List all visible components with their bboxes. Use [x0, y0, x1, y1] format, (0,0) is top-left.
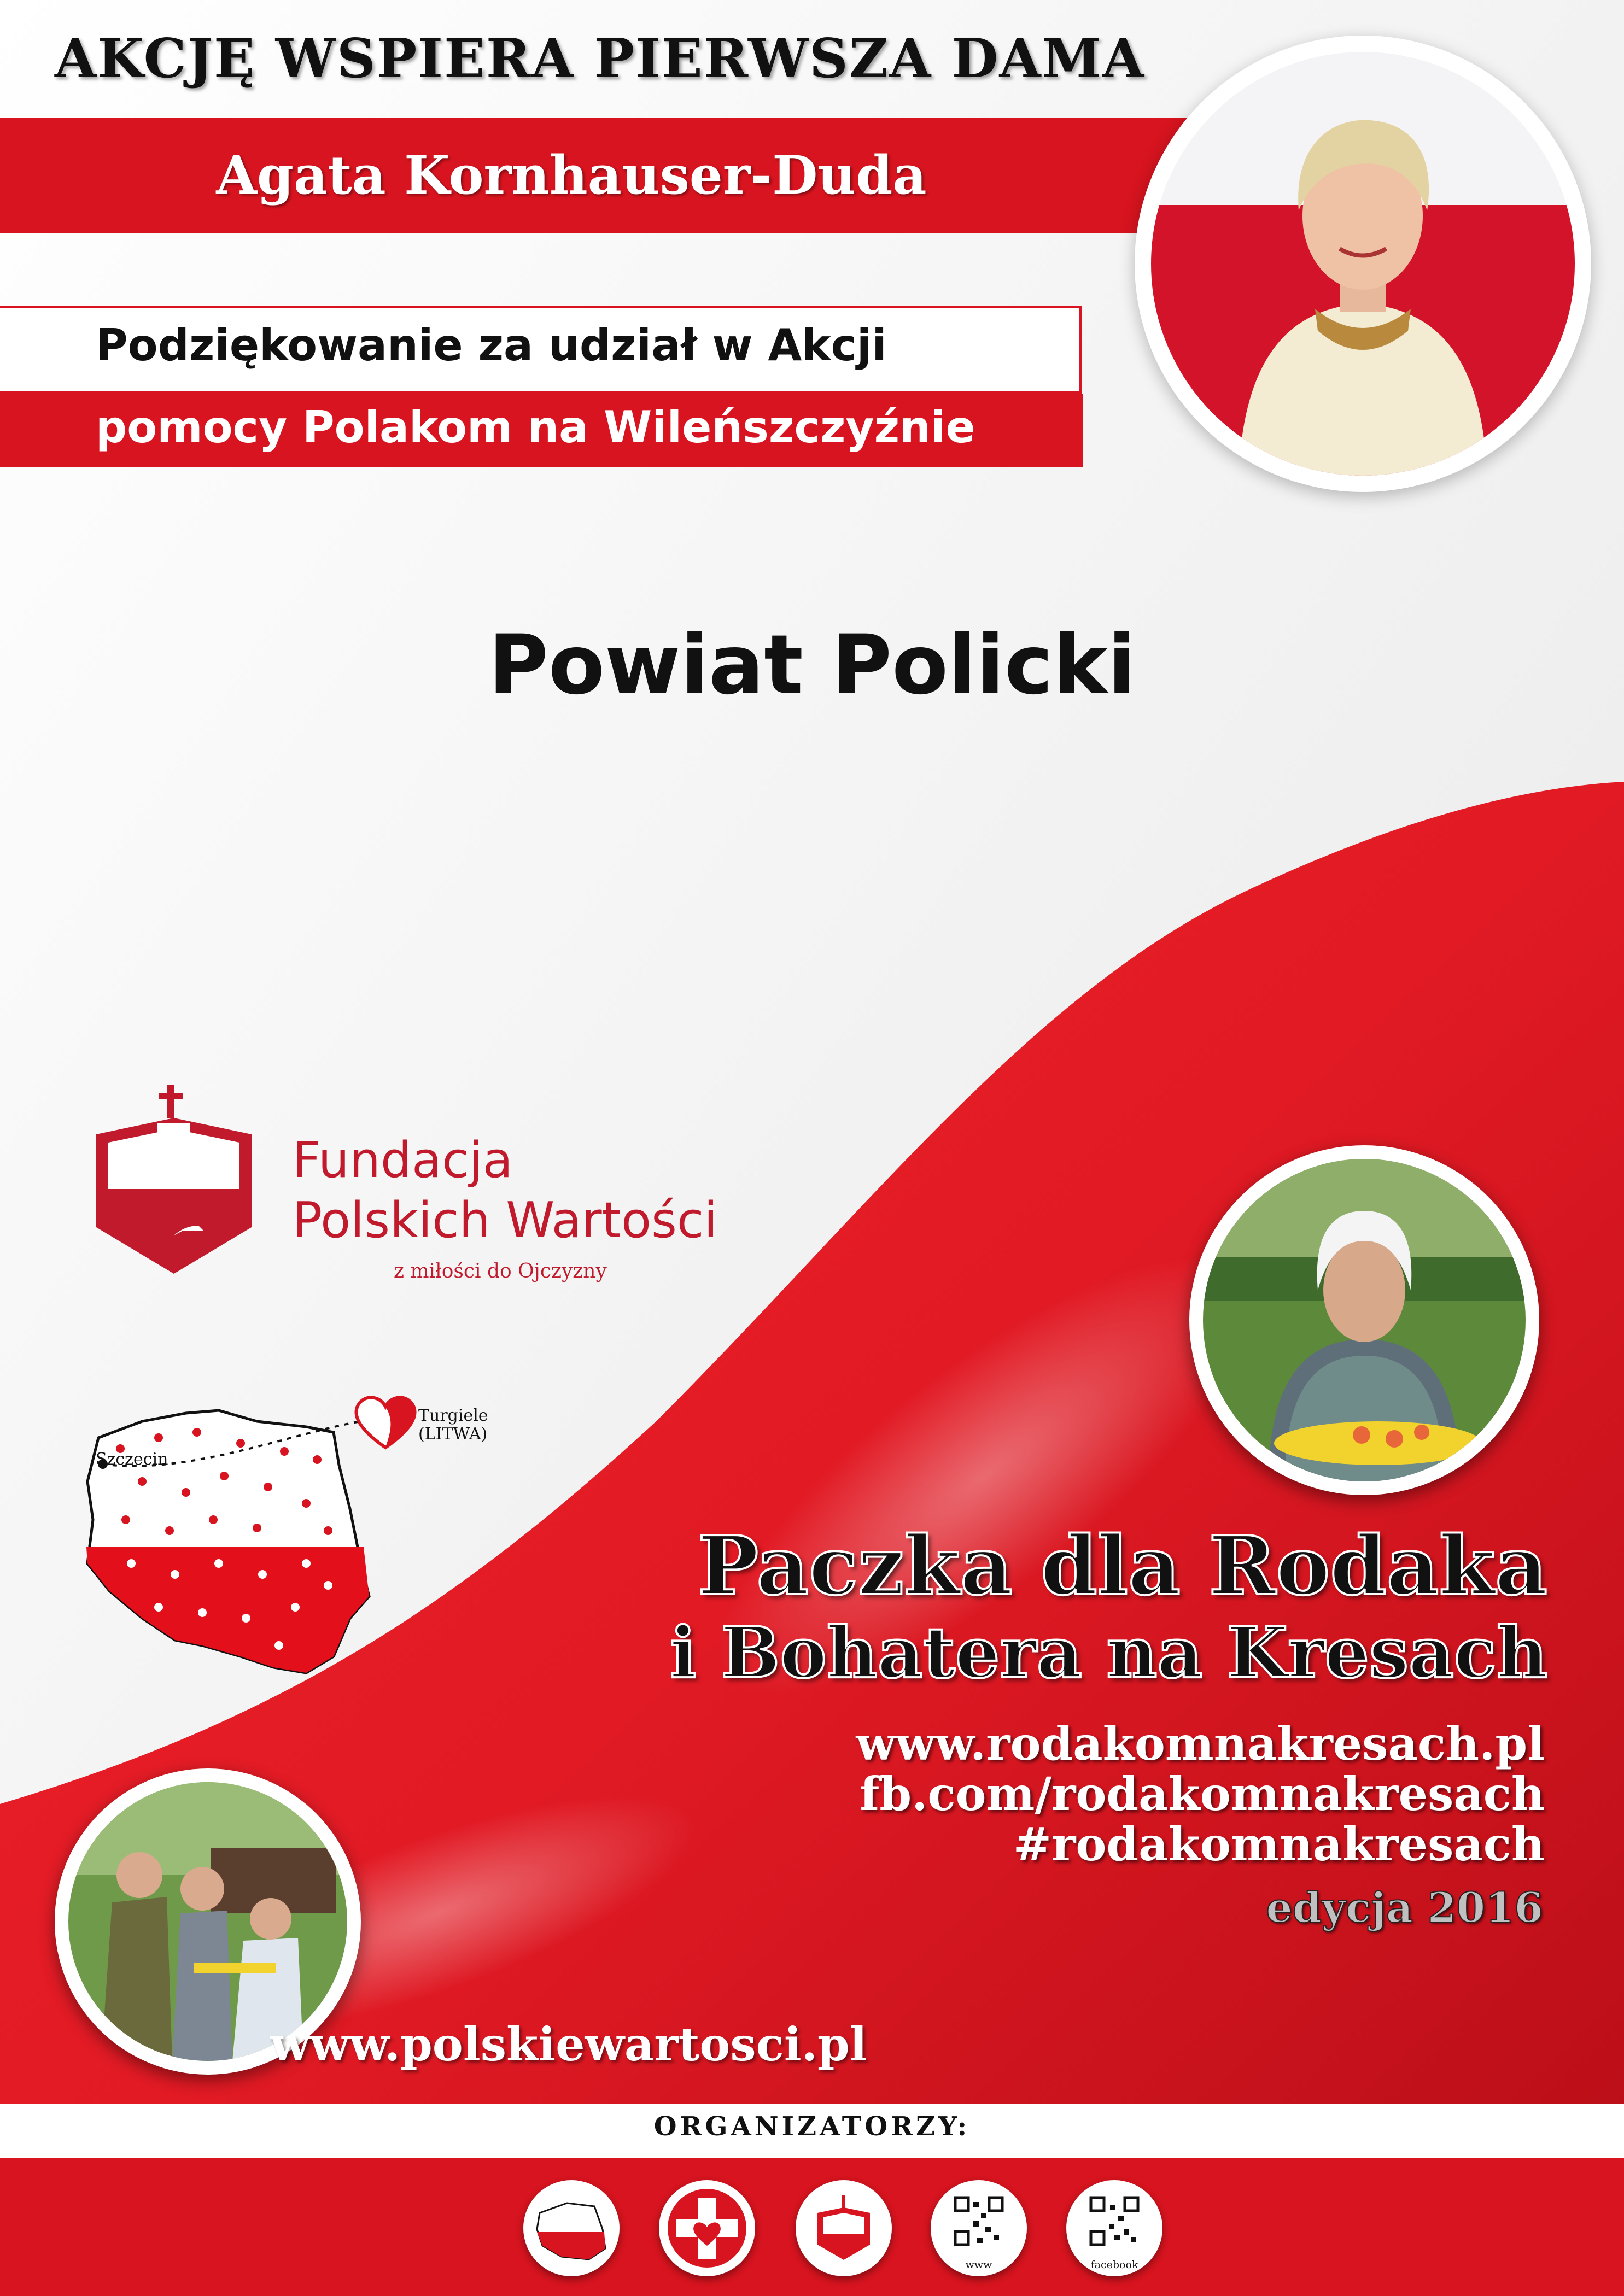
organizer-logo-5[interactable]	[1066, 2180, 1162, 2276]
organizer-caption-facebook: facebook	[1090, 2259, 1138, 2271]
organizers-label: ORGANIZATORZY:	[653, 2111, 971, 2142]
foundation-website-link[interactable]: www.polskiewartosci.pl	[270, 2017, 867, 2071]
map-label-destination: Turgiele	[418, 1406, 488, 1425]
campaign-hashtag: #rodakomnakresach	[1013, 1817, 1545, 1871]
edition-label: edycja 2016	[1266, 1883, 1543, 1932]
heart-icon	[353, 1393, 418, 1453]
caritas-cross-icon	[659, 2180, 755, 2276]
organizer-logo-1[interactable]	[523, 2180, 620, 2276]
thanks-line-2: pomocy Polakom na Wileńszczyźnie	[96, 402, 975, 453]
thanks-line-1: Podziękowanie za udział w Akcji	[96, 320, 887, 371]
foundation-logo-icon	[796, 2180, 892, 2276]
campaign-subtitle: i Bohatera na Kresach	[670, 1612, 1547, 1694]
foundation-logo-icon	[92, 1085, 256, 1282]
organizer-logo-2[interactable]	[659, 2180, 755, 2276]
campaign-website-link[interactable]: www.rodakomnakresach.pl	[856, 1717, 1545, 1771]
campaign-title: Paczka dla Rodaka	[698, 1518, 1547, 1613]
foundation-name-line-1: Fundacja	[293, 1132, 513, 1189]
recipient-title: Powiat Policki	[488, 618, 1136, 713]
map-label-origin: Szczecin	[96, 1450, 168, 1469]
organizer-caption-www: www	[965, 2259, 992, 2271]
organizer-logo-3[interactable]	[796, 2180, 892, 2276]
elderly-woman-photo	[1203, 1159, 1526, 1481]
campaign-facebook-link[interactable]: fb.com/rodakomnakresach	[860, 1767, 1545, 1821]
first-lady-heading: AKCJĘ WSPIERA PIERWSZA DAMA	[55, 27, 1145, 90]
first-lady-name: Agata Kornhauser-Duda	[216, 144, 927, 206]
first-lady-portrait	[1151, 52, 1575, 476]
foundation-tagline: z miłości do Ojczyzny	[394, 1260, 607, 1282]
poland-route-map	[77, 1399, 383, 1695]
poland-map-icon	[523, 2180, 620, 2276]
organizer-logo-4[interactable]	[931, 2180, 1027, 2276]
map-label-destination-country: (LITWA)	[418, 1425, 488, 1444]
foundation-name-line-2: Polskich Wartości	[293, 1192, 718, 1249]
